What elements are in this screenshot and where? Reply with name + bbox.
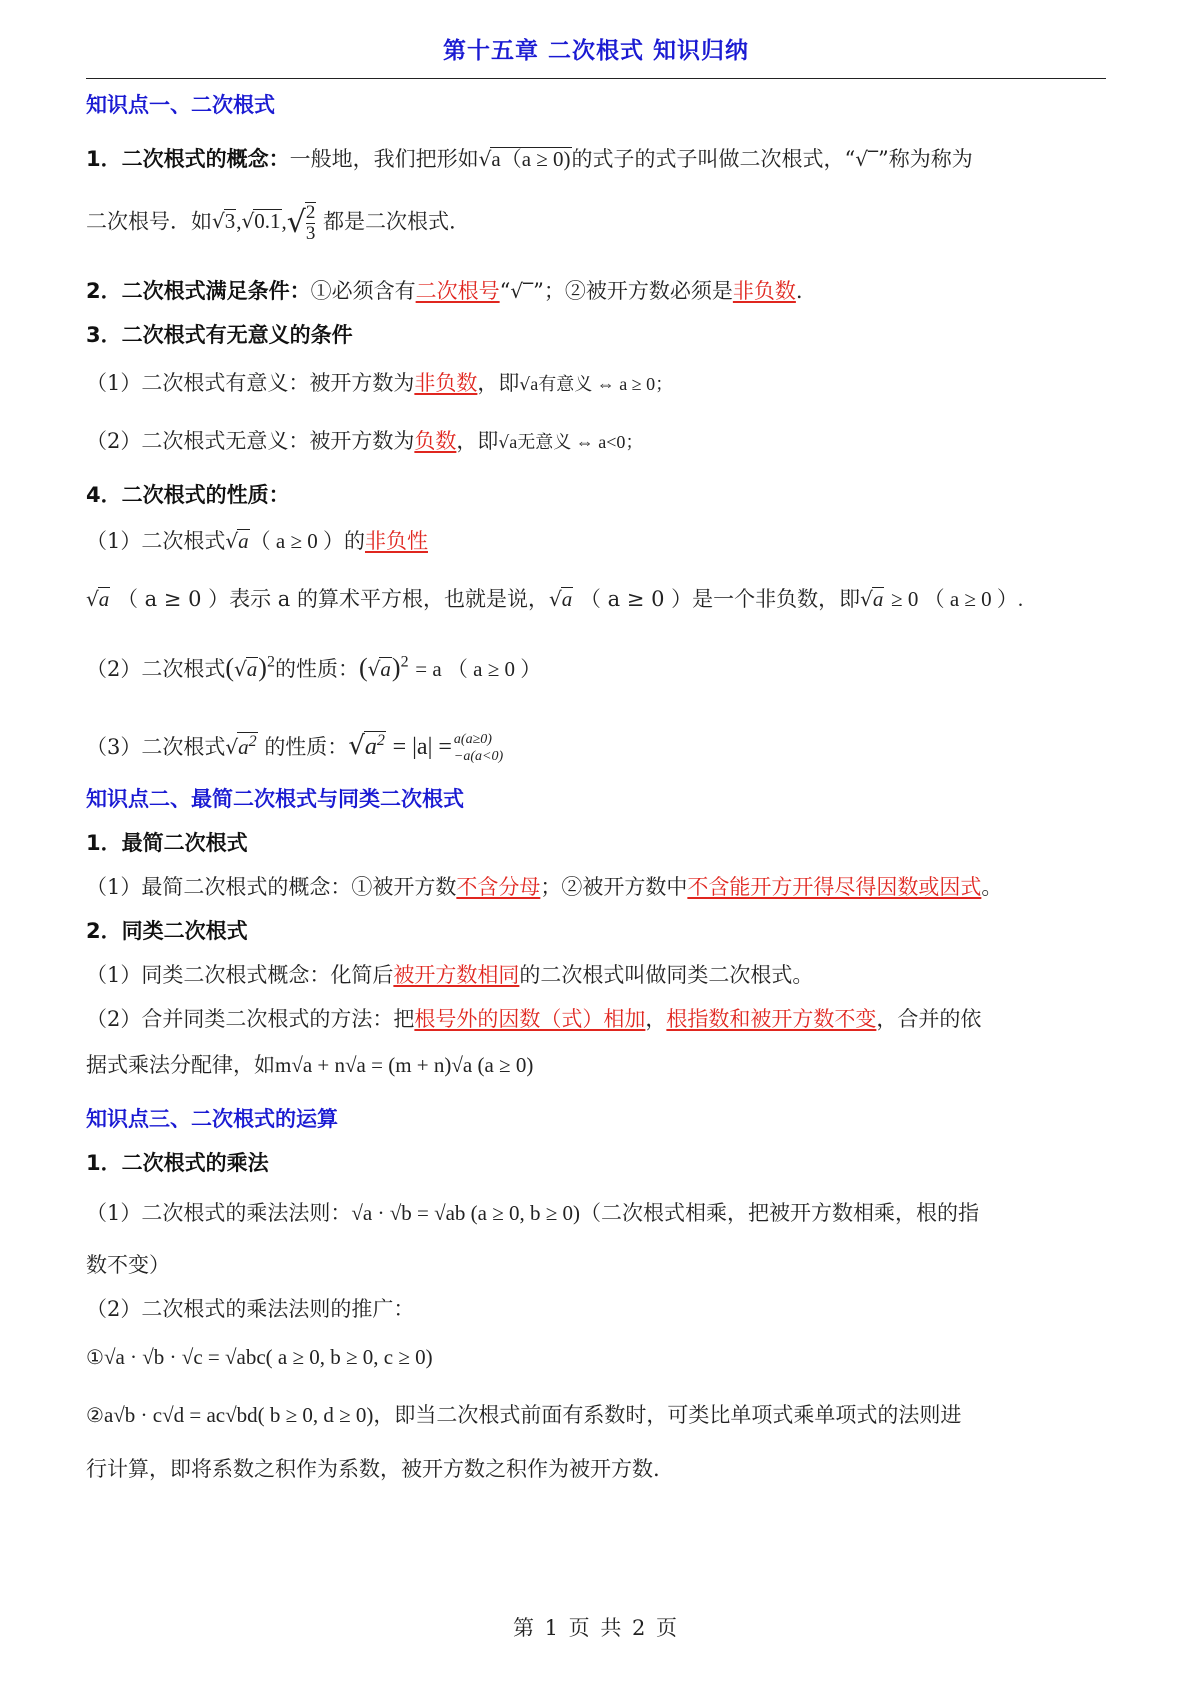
radical-sign-icon: √ [286, 205, 306, 241]
item-heading: 4．二次根式的性质： [86, 483, 290, 507]
section-2-line-4 [86, 1052, 1116, 1078]
item-heading: 1．二次根式的概念： [86, 147, 290, 171]
highlight-text: 不含分母 [456, 875, 541, 899]
text: （3）二次根式 [86, 735, 226, 759]
highlight-text: 被开方数相同 [393, 963, 520, 987]
text: ， [645, 1007, 667, 1031]
formula: = |a| = [392, 734, 452, 760]
formula: √a · √b · √c = √abc( a ≥ 0, b ≥ 0, c ≥ 0) [103, 1345, 433, 1369]
highlight-text: 根指数和被开方数不变 [666, 1007, 877, 1031]
text: （ a ≥ 0 ）表示 a 的算术平方根，也就是说， [116, 587, 549, 611]
text: 数不变） [86, 1253, 170, 1277]
formula: = a （ a ≥ 0 ） [415, 657, 542, 681]
item-heading: 2．同类二次根式 [86, 919, 248, 943]
text: ，即当二次根式前面有系数时，可类比单项式乘单项式的法则进 [373, 1403, 962, 1427]
section-heading-1: 知识点一、二次根式 [86, 93, 275, 117]
section-2-line-3 [86, 1006, 1116, 1032]
text: ，即 [456, 429, 499, 453]
title-divider [86, 78, 1106, 79]
formula: $(√a)^2$ [358, 653, 409, 682]
text: （1）二次根式的乘法法则： [86, 1201, 352, 1225]
formula: ≥ 0 （ a ≥ 0 ）. [891, 587, 1024, 611]
section-3-line-6 [86, 1456, 1116, 1482]
text: ①必须含有 [310, 279, 416, 303]
radical-sign-icon: √ [348, 731, 365, 761]
formula: √a · √b = √ab (a ≥ 0, b ≥ 0) [351, 1201, 581, 1225]
formula: a [872, 587, 884, 611]
formula: 0.1 [254, 209, 281, 234]
section-3-item-1 [86, 1150, 1116, 1176]
text: 都是二次根式. [323, 209, 456, 234]
circled-number-1: ① [86, 1345, 104, 1369]
highlight-text: 非负数 [732, 279, 796, 303]
text: （1）最简二次根式的概念：①被开方数 [86, 875, 457, 899]
item-heading: 2．二次根式满足条件： [86, 279, 311, 303]
text: （2）二次根式 [86, 657, 226, 681]
formula: a有意义 ⇔ a ≥ 0； [530, 374, 674, 394]
paragraph-4-heading [86, 482, 1116, 508]
section-3-line-1 [86, 1200, 1116, 1226]
radical-sign-icon: √ [86, 587, 99, 611]
paragraph-1-line-2: 二次根号．如√3,√0.1,√ $\frac{2}{3}$ 都是二次根式. [86, 202, 456, 244]
highlight-text: 二次根号 [415, 279, 500, 303]
formula: $(√a)^2$ [225, 653, 275, 682]
fraction-numerator: 2 [305, 202, 316, 223]
text: ；②被开方数中 [540, 875, 688, 899]
paragraph-3-heading [86, 322, 1116, 348]
section-2-line-1 [86, 874, 1116, 900]
text: “ [499, 279, 511, 303]
formula: m√a + n√a = (m + n)√a (a ≥ 0) [275, 1053, 534, 1077]
text: （1）二次根式有意义：被开方数为 [86, 371, 415, 395]
formula: a [238, 529, 249, 553]
radical-sign-icon: √ [860, 587, 873, 611]
fraction-denominator: 3 [305, 222, 316, 244]
formula: （ a ≥ 0 ）的 [249, 529, 365, 553]
case-2: −a(a<0) [453, 748, 504, 764]
section-3-line-3 [86, 1296, 1116, 1322]
section-3-line-4 [86, 1344, 1116, 1370]
formula: a无意义 ⇔ a<0； [509, 432, 644, 452]
fraction [305, 202, 317, 244]
text: ，即 [477, 371, 520, 395]
text: 的性质： [264, 735, 349, 759]
text: 据式乘法分配律，如 [86, 1053, 275, 1077]
radical-sign-icon: √ [225, 735, 239, 759]
case-1: a(a≥0) [453, 732, 492, 748]
text: . [795, 279, 803, 303]
radical-sign-icon: √ [498, 433, 510, 453]
text: （1）同类二次根式概念：化简后 [86, 963, 394, 987]
text: ”称为称为 [878, 147, 973, 171]
highlight-text: 不含能开方开得尽得因数或因式 [687, 875, 982, 899]
formula: a [561, 587, 573, 611]
text: （1）二次根式 [86, 529, 226, 553]
radical-sign-icon: √ [212, 209, 225, 234]
section-3-line-2 [86, 1252, 1116, 1278]
text: 行计算，即将系数之积作为系数，被开方数之积作为被开方数. [86, 1457, 660, 1481]
highlight-text: 非负性 [364, 529, 428, 553]
radical-sign-icon: √‾ [855, 147, 879, 171]
formula: a [98, 587, 110, 611]
text: ，合并的依 [876, 1007, 982, 1031]
section-3-line-5 [86, 1402, 1116, 1428]
page-footer: 第 1 页 共 2 页 [512, 1616, 680, 1640]
circled-number-2: ② [86, 1403, 104, 1427]
text: 一般地，我们把形如 [289, 147, 479, 171]
formula: $a^2$ [238, 733, 257, 759]
formula: 3 [224, 209, 236, 234]
text: 的性质： [274, 657, 359, 681]
paragraph-3-line-2 [86, 428, 1116, 454]
text: 的式子的式子叫做二次根式，“ [571, 147, 856, 171]
radical-sign-icon: √‾ [510, 279, 534, 303]
radical-sign-icon: √ [478, 147, 492, 171]
piecewise-cases [454, 732, 503, 764]
section-heading-2: 知识点二、最简二次根式与同类二次根式 [86, 787, 464, 811]
highlight-text: 非负数 [414, 371, 478, 395]
paragraph-2 [86, 278, 1116, 304]
item-heading: 3．二次根式有无意义的条件 [86, 323, 353, 347]
section-2-item-1 [86, 830, 1116, 856]
formula: a（a ≥ 0) [491, 147, 571, 171]
text: （二次根式相乘，把被开方数相乘，根的指 [580, 1201, 980, 1225]
highlight-text: 负数 [414, 429, 457, 453]
paragraph-4-line-1 [86, 528, 1116, 554]
formula: $a^2$ [364, 732, 385, 760]
radical-sign-icon: √ [225, 529, 239, 553]
text: 。 [981, 875, 1003, 899]
text: 的二次根式叫做同类二次根式。 [519, 963, 814, 987]
paragraph-4-line-4 [86, 730, 1116, 765]
paragraph-4-line-3 [86, 652, 1116, 685]
text: （2）二次根式的乘法法则的推广： [86, 1297, 415, 1321]
highlight-text: 根号外的因数（式）相加 [414, 1007, 646, 1031]
text: ”；②被开方数必须是 [533, 279, 733, 303]
section-heading-3: 知识点三、二次根式的运算 [86, 1107, 338, 1131]
radical-sign-icon: √ [241, 209, 255, 234]
text: 二次根号．如 [86, 209, 212, 234]
formula: a√b · c√d = ac√bd( b ≥ 0, d ≥ 0) [103, 1403, 374, 1427]
section-2-item-2 [86, 918, 1116, 944]
paragraph-1-line-1 [86, 146, 1116, 172]
text: （ a ≥ 0 ）是一个非负数，即 [579, 587, 861, 611]
paragraph-4-line-2 [86, 586, 1116, 612]
text: （2）合并同类二次根式的方法：把 [86, 1007, 415, 1031]
text: （2）二次根式无意义：被开方数为 [86, 429, 415, 453]
paragraph-3-line-1 [86, 370, 1116, 396]
radical-sign-icon: √ [519, 375, 531, 395]
page-title: 第十五章 二次根式 知识归纳 [442, 38, 749, 64]
radical-sign-icon: √ [548, 587, 562, 611]
section-2-line-2 [86, 962, 1116, 988]
item-heading: 1．最简二次根式 [86, 831, 248, 855]
item-heading: 1．二次根式的乘法 [86, 1151, 269, 1175]
